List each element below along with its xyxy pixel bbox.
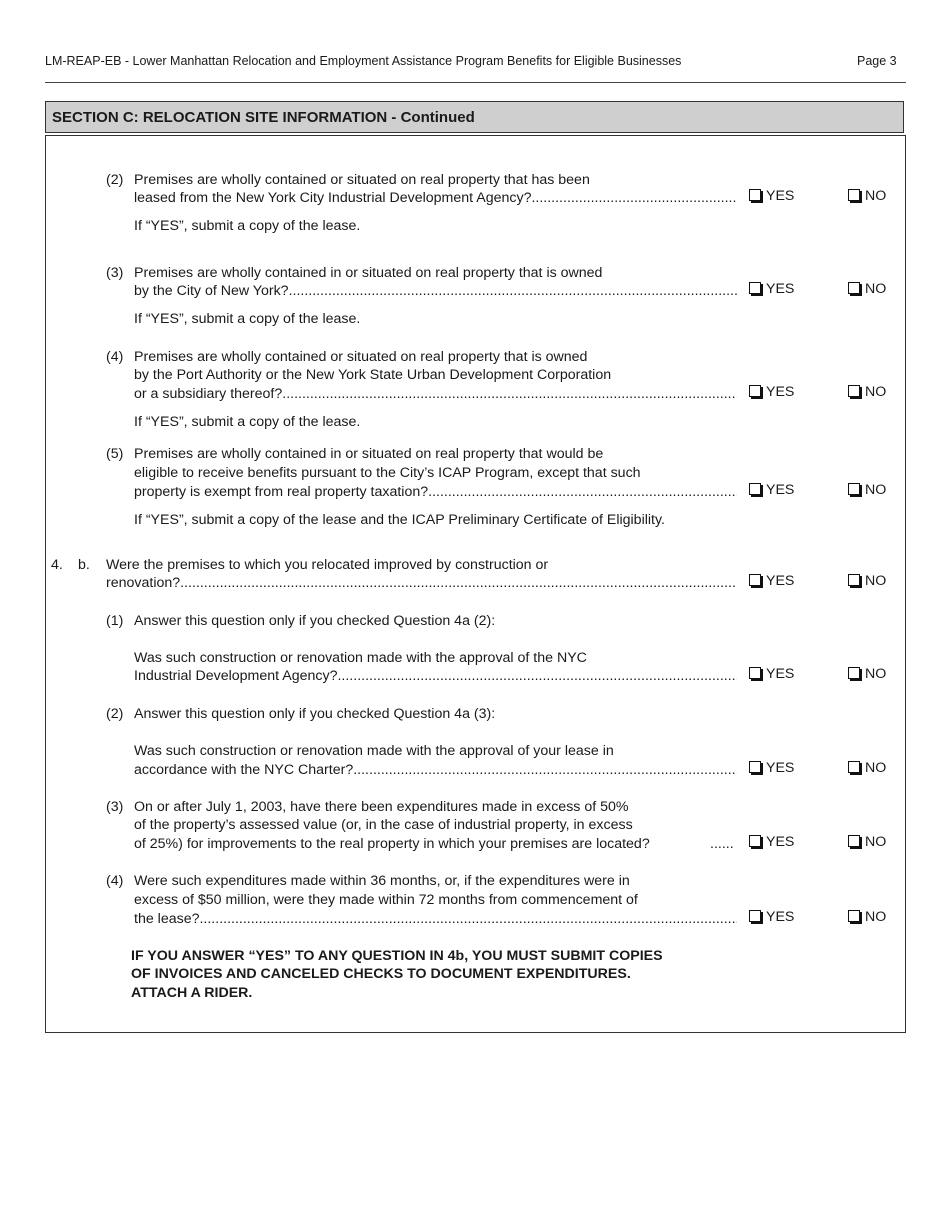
q4-line3: or a subsidiary thereof? .....: [134, 385, 737, 404]
q4-note: If “YES”, submit a copy of the lease.: [134, 414, 361, 430]
header-divider: [45, 82, 906, 83]
q4b3-number: (3): [106, 799, 124, 815]
q4b2-line2: accordance with the NYC Charter? .....: [134, 761, 737, 780]
q3-line1: Premises are wholly contained in or situated on real property that is owned: [134, 265, 603, 281]
q2-note: If “YES”, submit a copy of the lease.: [134, 218, 361, 234]
checkbox-icon: [848, 483, 860, 495]
q2-no-checkbox[interactable]: NO: [848, 188, 886, 204]
q4b4-line3: the lease? .....: [134, 910, 737, 929]
q4b1-number: (1): [106, 613, 124, 629]
q4b3-leader-dots: ......: [710, 836, 734, 852]
q4b-yes-checkbox[interactable]: YES: [749, 573, 794, 589]
checkbox-icon: [749, 574, 761, 586]
q3-no-checkbox[interactable]: NO: [848, 281, 886, 297]
q3-number: (3): [106, 265, 124, 281]
q4b3-yes-checkbox[interactable]: YES: [749, 834, 794, 850]
checkbox-icon: [749, 483, 761, 495]
q4-number: (4): [106, 349, 124, 365]
q4-line2: by the Port Authority or the New York State Urban Development Corporation: [134, 367, 612, 383]
q4-no-checkbox[interactable]: NO: [848, 384, 886, 400]
q3-note: If “YES”, submit a copy of the lease.: [134, 311, 361, 327]
notice-line2: OF INVOICES AND CANCELED CHECKS TO DOCUMENT EXPENDITURES.: [131, 966, 631, 982]
q5-line3: property is exempt from real property taxation? .....: [134, 483, 737, 502]
checkbox-icon: [848, 282, 860, 294]
q5-yes-checkbox[interactable]: YES: [749, 482, 794, 498]
checkbox-icon: [749, 835, 761, 847]
q4b3-no-checkbox[interactable]: NO: [848, 834, 886, 850]
checkbox-icon: [749, 189, 761, 201]
q4b1-line2: Industrial Development Agency? .....: [134, 667, 737, 686]
q4b-number: 4.: [51, 557, 63, 573]
q4b3-line2: of the property’s assessed value (or, in the case of industrial property, in excess: [134, 817, 633, 833]
checkbox-icon: [848, 667, 860, 679]
q4b4-number: (4): [106, 873, 124, 889]
q5-number: (5): [106, 446, 124, 462]
q4b-line1: Were the premises to which you relocated improved by construction or: [106, 557, 549, 573]
checkbox-icon: [848, 574, 860, 586]
q4b1-yes-checkbox[interactable]: YES: [749, 666, 794, 682]
checkbox-icon: [749, 385, 761, 397]
checkbox-icon: [848, 835, 860, 847]
checkbox-icon: [848, 189, 860, 201]
q4b1-no-checkbox[interactable]: NO: [848, 666, 886, 682]
notice-line1: IF YOU ANSWER “YES” TO ANY QUESTION IN 4b, YOU MUST SUBMIT COPIES: [131, 948, 663, 964]
q4b3-line3: of 25%) for improvements to the real property in which your premises are located?: [134, 836, 650, 852]
q3-line2: by the City of New York? .....: [134, 282, 737, 301]
q4b4-line2: excess of $50 million, were they made within 72 months from commencement of: [134, 892, 638, 908]
q4b2-line1: Was such construction or renovation made with the approval of your lease in: [134, 743, 614, 759]
q3-yes-checkbox[interactable]: YES: [749, 281, 794, 297]
q4b2-intro: Answer this question only if you checked Question 4a (3):: [134, 706, 496, 722]
q5-no-checkbox[interactable]: NO: [848, 482, 886, 498]
section-title: SECTION C: RELOCATION SITE INFORMATION - Continued: [45, 101, 904, 133]
q4b3-line1: On or after July 1, 2003, have there been expenditures made in excess of 50%: [134, 799, 629, 815]
q2-yes-checkbox[interactable]: YES: [749, 188, 794, 204]
checkbox-icon: [848, 910, 860, 922]
checkbox-icon: [749, 910, 761, 922]
q4b2-no-checkbox[interactable]: NO: [848, 760, 886, 776]
q4b4-line1: Were such expenditures made within 36 months, or, if the expenditures were in: [134, 873, 630, 889]
q4b2-number: (2): [106, 706, 124, 722]
checkbox-icon: [749, 667, 761, 679]
q4b-line2: renovation? .....: [106, 574, 737, 593]
checkbox-icon: [848, 761, 860, 773]
q2-line2: leased from the New York City Industrial Development Agency? .....: [134, 189, 737, 208]
q4b1-line1: Was such construction or renovation made with the approval of the NYC: [134, 650, 587, 666]
q4-line1: Premises are wholly contained or situated on real property that is owned: [134, 349, 588, 365]
q4b-no-checkbox[interactable]: NO: [848, 573, 886, 589]
q4b4-no-checkbox[interactable]: NO: [848, 909, 886, 925]
q4b4-yes-checkbox[interactable]: YES: [749, 909, 794, 925]
q5-note: If “YES”, submit a copy of the lease and the ICAP Preliminary Certificate of Eligibility.: [134, 512, 665, 528]
q5-line1: Premises are wholly contained in or situated on real property that would be: [134, 446, 604, 462]
checkbox-icon: [749, 282, 761, 294]
q5-line2: eligible to receive benefits pursuant to the City’s ICAP Program, except that such: [134, 465, 641, 481]
q4b1-intro: Answer this question only if you checked Question 4a (2):: [134, 613, 496, 629]
q2-line1: Premises are wholly contained or situated on real property that has been: [134, 172, 590, 188]
q4b-letter: b.: [78, 557, 90, 573]
notice-line3: ATTACH A RIDER.: [131, 985, 253, 1001]
page-number: Page 3: [857, 54, 897, 68]
q4b2-yes-checkbox[interactable]: YES: [749, 760, 794, 776]
q4-yes-checkbox[interactable]: YES: [749, 384, 794, 400]
checkbox-icon: [749, 761, 761, 773]
form-title: LM-REAP-EB - Lower Manhattan Relocation and Employment Assistance Program Benefits for Eligible Businesses: [45, 54, 682, 68]
checkbox-icon: [848, 385, 860, 397]
q2-number: (2): [106, 172, 124, 188]
